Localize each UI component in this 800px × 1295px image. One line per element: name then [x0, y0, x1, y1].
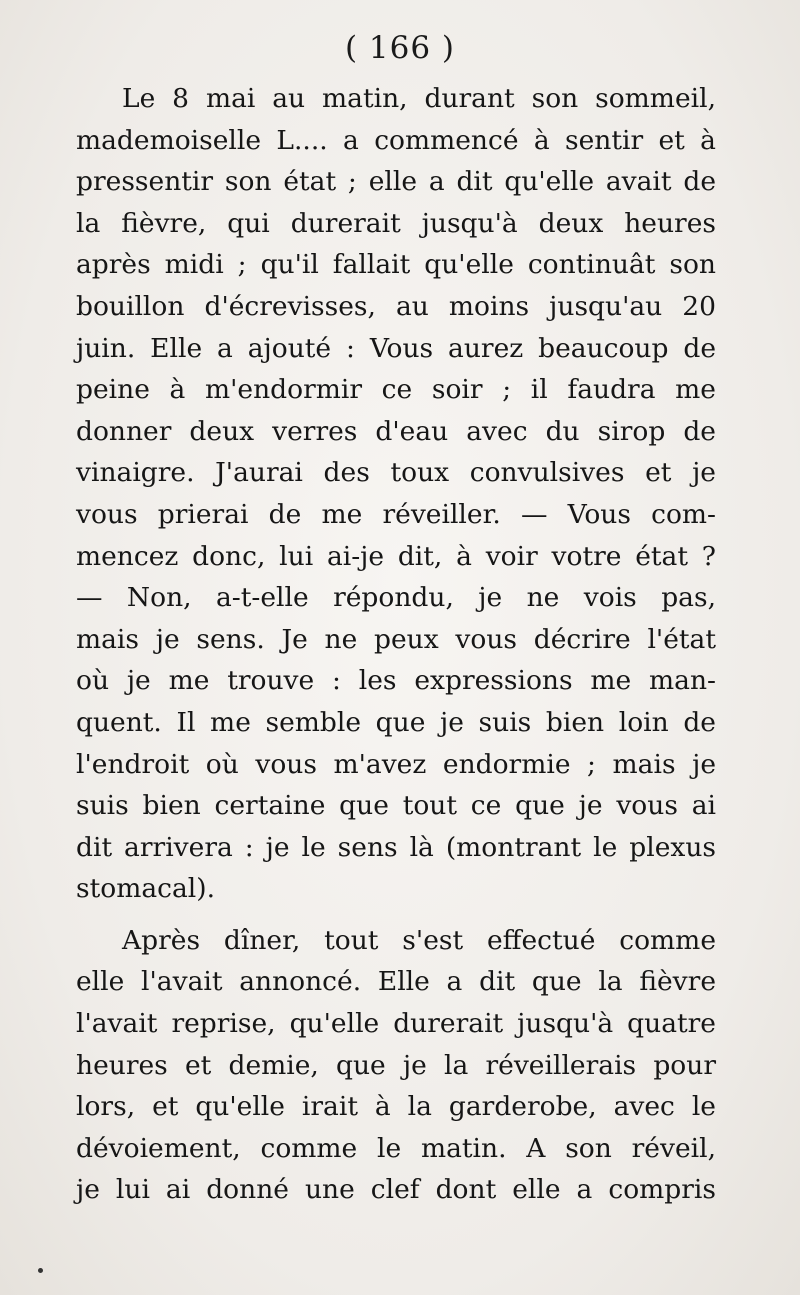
text-line: l'avait reprise, qu'elle durerait jusqu'à quatre: [76, 1008, 716, 1040]
text-line: Après dîner, tout s'est effectué comme: [122, 924, 716, 956]
text-line: Le 8 mai au matin, durant son sommeil,: [122, 83, 716, 114]
text-line: je lui ai donné une clef dont elle a compris: [76, 1174, 716, 1206]
text-line: peine à m'endormir ce soir ; il faudra me: [76, 374, 716, 406]
paragraph-gap: [76, 910, 716, 920]
paragraph-2: [76, 920, 716, 1211]
text-line: stomacal).: [76, 873, 216, 905]
body-text: [76, 78, 716, 1211]
text-line: mencez donc, lui ai-je dit, à voir votre état ?: [76, 540, 716, 572]
text-line: pressentir son état ; elle a dit qu'elle avait de: [76, 166, 716, 198]
text-line: la fièvre, qui durerait jusqu'à deux heures: [76, 207, 716, 239]
text-line: — Non, a-t-elle répondu, je ne vois pas,: [76, 582, 716, 614]
text-line: l'endroit où vous m'avez endormie ; mais je: [76, 748, 716, 780]
paragraph-1: [76, 78, 716, 910]
text-line: mais je sens. Je ne peux vous décrire l'état: [76, 623, 716, 655]
text-line: dévoiement, comme le matin. A son réveil,: [76, 1132, 716, 1164]
text-line: où je me trouve : les expressions me man-: [76, 665, 716, 697]
text-line: vinaigre. J'aurai des toux convulsives et je: [76, 457, 716, 489]
text-line: heures et demie, que je la réveillerais pour: [76, 1049, 716, 1081]
text-line: mademoiselle L.... a commencé à sentir et à: [76, 124, 716, 156]
text-line: dit arrivera : je le sens là (montrant le plexus: [76, 831, 716, 863]
text-line: vous prierai de me réveiller. — Vous com-: [76, 498, 716, 530]
text-line: après midi ; qu'il fallait qu'elle continuât son: [76, 249, 716, 281]
text-line: donner deux verres d'eau avec du sirop de: [76, 415, 716, 447]
text-line: lors, et qu'elle irait à la garderobe, avec le: [76, 1091, 716, 1123]
text-line: suis bien certaine que tout ce que je vous ai: [76, 790, 716, 822]
page-number: ( 166 ): [344, 30, 456, 66]
text-line: juin. Elle a ajouté : Vous aurez beaucoup de: [76, 332, 716, 364]
text-line: bouillon d'écrevisses, au moins jusqu'au 20: [76, 290, 716, 322]
text-line: elle l'avait annoncé. Elle a dit que la fièvre: [76, 966, 716, 998]
text-line: quent. Il me semble que je suis bien loin de: [76, 706, 716, 738]
ink-speck: [38, 1268, 43, 1273]
